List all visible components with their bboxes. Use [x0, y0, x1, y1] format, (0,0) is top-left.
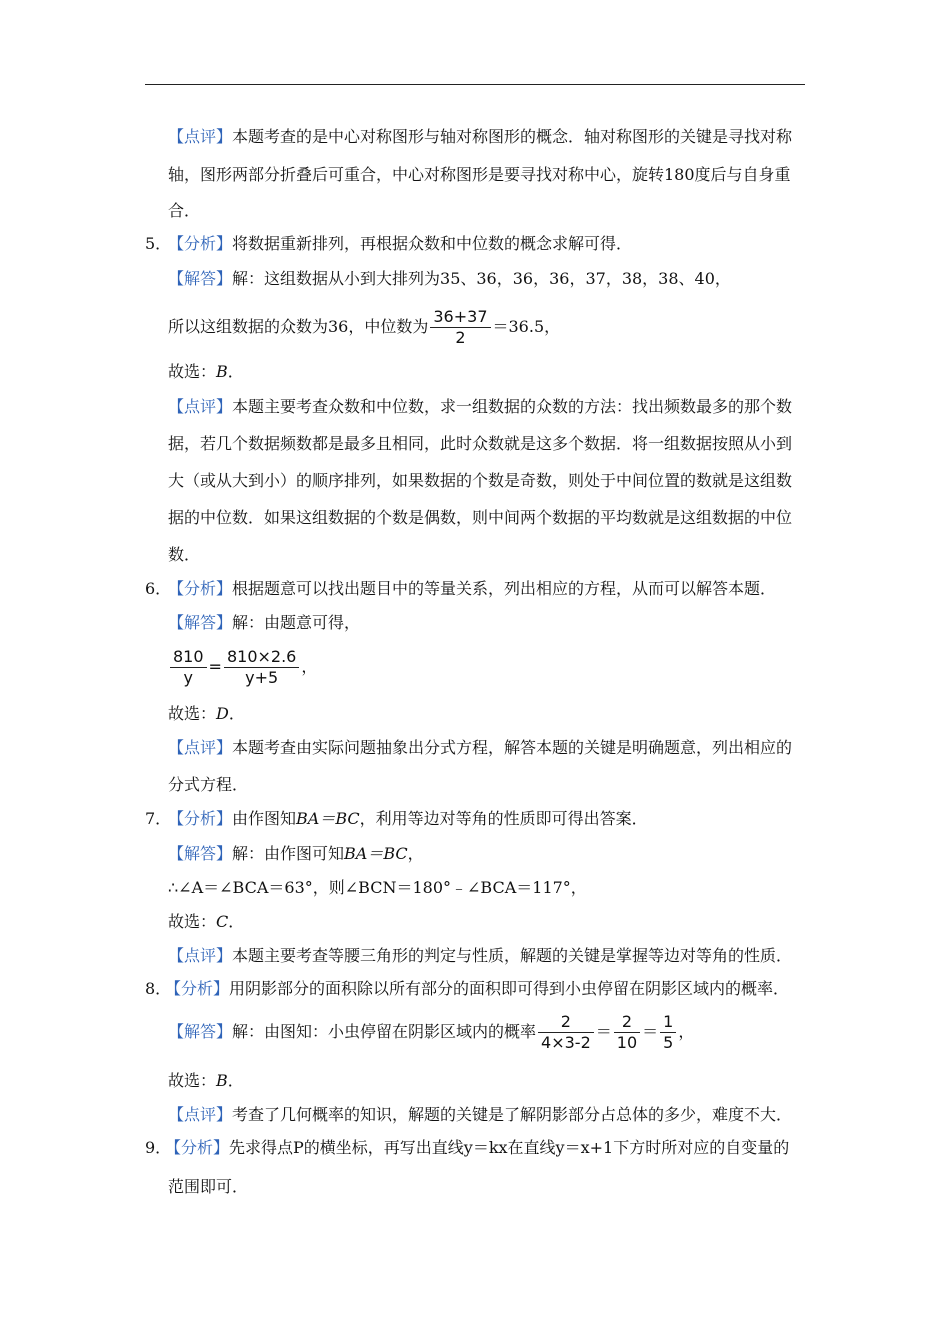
- dianping-tag: 【点评】: [168, 127, 233, 146]
- p6-analysis: 【分析】根据题意可以找出题目中的等量关系，列出相应的方程，从而可以解答本题．: [168, 579, 777, 598]
- fenxi-tag: 【分析】: [168, 809, 233, 828]
- p7-choice: 故选：C．: [168, 912, 245, 931]
- p9-number: 9．: [145, 1138, 172, 1157]
- fenxi-tag: 【分析】: [168, 579, 233, 598]
- probability-fraction-3: $\frac{1}{5}$: [660, 1012, 676, 1053]
- p5-solution-line-2: 所以这组数据的众数为36，中位数为 $\frac{36+37}{2}$ ＝36.5，: [168, 307, 561, 347]
- jieda-tag: 【解答】: [168, 613, 233, 632]
- probability-fraction-2: $\frac{2}{10}$: [614, 1012, 640, 1053]
- p7-comment-line-1: 【点评】本题主要考查等腰三角形的判定与性质，解题的关键是掌握等边对等角的性质．: [168, 946, 793, 965]
- equation-left-fraction: $\frac{810}{y}$: [170, 647, 207, 688]
- p8-solution: 【解答】解：由图知：小虫停留在阴影区域内的概率 $\frac{2}{4\times 3-2}$ ＝ $\frac{2}{10}$ ＝ $\frac{1}{5}$ ，: [168, 1012, 695, 1052]
- p8-choice: 故选：B．: [168, 1071, 244, 1090]
- p5-number: 5．: [145, 234, 172, 253]
- p7-solution-line-1: 【解答】解：由作图可知BA＝BC，: [168, 844, 424, 863]
- jieda-tag: 【解答】: [168, 1022, 233, 1041]
- p8-comment-line-1: 【点评】考查了几何概率的知识，解题的关键是了解阴影部分占总体的多少，难度不大．: [168, 1105, 793, 1124]
- p4-comment-line-2: 轴，图形两部分折叠后可重合，中心对称图形是要寻找对称中心，旋转180度后与自身重: [168, 165, 791, 184]
- p5-comment-line-1: 【点评】本题主要考查众数和中位数，求一组数据的众数的方法：找出频数最多的那个数: [168, 397, 793, 416]
- p7-solution-line-2: ∴∠A＝∠BCA＝63°，则∠BCN＝180°﹣∠BCA＝117°，: [168, 878, 587, 897]
- p6-equation: $\frac{810}{y}$ = $\frac{810\times 2.6}{y+5}$ ，: [168, 647, 317, 688]
- fenxi-tag: 【分析】: [165, 979, 230, 998]
- dianping-tag: 【点评】: [168, 738, 233, 757]
- p5-solution-line-1: 【解答】解：这组数据从小到大排列为35、36，36，36，37，38，38、40，: [168, 269, 731, 288]
- equation-right-fraction: $\frac{810\times 2.6}{y+5}$: [224, 647, 299, 688]
- dianping-tag: 【点评】: [168, 946, 233, 965]
- p5-comment-line-5: 数．: [168, 545, 201, 564]
- fenxi-tag: 【分析】: [168, 234, 233, 253]
- p5-comment-line-2: 据，若几个数据频数都是最多且相同，此时众数就是这多个数据．将一组数据按照从小到: [168, 434, 793, 453]
- median-fraction: $\frac{36+37}{2}$: [430, 307, 490, 348]
- p4-comment-line-3: 合．: [168, 201, 201, 220]
- dianping-tag: 【点评】: [168, 397, 233, 416]
- jieda-tag: 【解答】: [168, 269, 233, 288]
- p4-comment-line-1: 【点评】本题考查的是中心对称图形与轴对称图形的概念．轴对称图形的关键是寻找对称: [168, 127, 793, 146]
- p5-comment-line-4: 据的中位数．如果这组数据的个数是偶数，则中间两个数据的平均数就是这组数据的中位: [168, 508, 793, 527]
- p8-analysis: 【分析】用阴影部分的面积除以所有部分的面积即可得到小虫停留在阴影区域内的概率．: [165, 979, 790, 998]
- p5-comment-line-3: 大（或从大到小）的顺序排列，如果数据的个数是奇数，则处于中间位置的数就是这组数: [168, 471, 793, 490]
- p8-number: 8．: [145, 979, 172, 998]
- p6-choice: 故选：D．: [168, 704, 245, 723]
- p5-choice: 故选：B．: [168, 362, 244, 381]
- p6-number: 6．: [145, 579, 172, 598]
- p9-analysis-line-1: 【分析】先求得点P的横坐标，再写出直线y＝kx在直线y＝x+1下方时所对应的自变量的: [165, 1138, 790, 1157]
- header-rule: [145, 84, 805, 85]
- p9-analysis-line-2: 范围即可．: [168, 1177, 249, 1196]
- p5-analysis: 【分析】将数据重新排列，再根据众数和中位数的概念求解可得．: [168, 234, 633, 253]
- fenxi-tag: 【分析】: [165, 1138, 230, 1157]
- probability-fraction-1: $\frac{2}{4\times 3-2}$: [538, 1012, 594, 1053]
- p6-comment-line-2: 分式方程．: [168, 775, 249, 794]
- p6-comment-line-1: 【点评】本题考查由实际问题抽象出分式方程，解答本题的关键是明确题意，列出相应的: [168, 738, 793, 757]
- p7-analysis: 【分析】由作图知BA＝BC，利用等边对等角的性质即可得出答案．: [168, 809, 648, 828]
- p7-number: 7．: [145, 809, 172, 828]
- p6-solution-line-1: 【解答】解：由题意可得，: [168, 613, 361, 632]
- dianping-tag: 【点评】: [168, 1105, 233, 1124]
- jieda-tag: 【解答】: [168, 844, 233, 863]
